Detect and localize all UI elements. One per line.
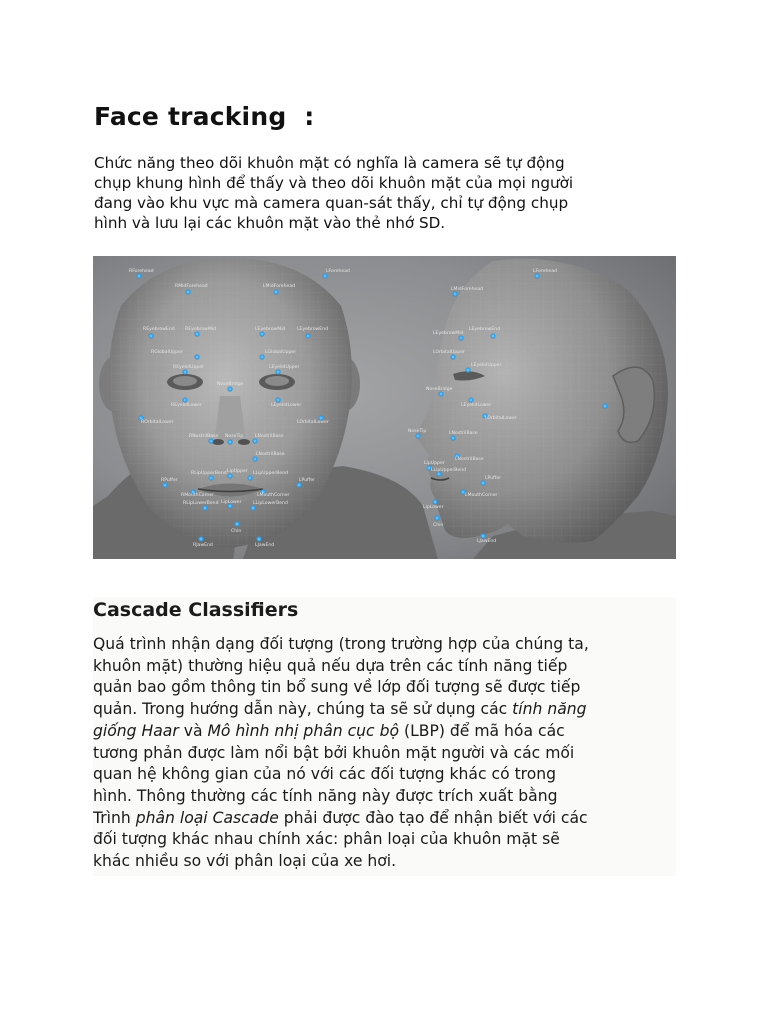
paragraph-text: Quá trình nhận dạng đối tượng (trong trường hợp của chúng ta, xyxy=(93,635,589,653)
svg-text:LMouthCorner: LMouthCorner xyxy=(465,493,498,498)
svg-text:Chin: Chin xyxy=(231,529,242,534)
svg-text:LJawEnd: LJawEnd xyxy=(477,539,497,544)
svg-text:LipUpper: LipUpper xyxy=(227,469,248,474)
intro-line: Chức năng theo dõi khuôn mặt có nghĩa là camera sẽ tự động xyxy=(94,154,565,172)
svg-text:NoseTip: NoseTip xyxy=(225,434,244,439)
svg-text:ROrbitalLower: ROrbitalLower xyxy=(141,420,174,425)
svg-text:Chin: Chin xyxy=(433,523,444,528)
intro-line: chụp khung hình để thấy và theo dõi khuôn mặt của mọi người xyxy=(94,174,574,192)
svg-text:RPuffer: RPuffer xyxy=(161,478,178,483)
paragraph-text: quản bao gồm thông tin bổ sung về lớp đối tượng sẽ được tiếp xyxy=(93,678,581,697)
section-paragraph xyxy=(93,634,676,873)
svg-text:LipUpper: LipUpper xyxy=(424,461,445,466)
svg-text:LNostrilBase: LNostrilBase xyxy=(449,431,478,436)
face-tracking-figure xyxy=(93,256,676,559)
paragraph-text: (LBP) để mã hóa các xyxy=(399,721,565,740)
paragraph-text: đối tượng khác nhau chính xác: phân loại của khuôn mặt sẽ xyxy=(93,830,560,849)
svg-text:LMidForehead: LMidForehead xyxy=(451,287,484,292)
paragraph-text: khuôn mặt) thường hiệu quả nếu dựa trên các tính năng tiếp xyxy=(93,656,568,675)
svg-text:LOrbitalLower: LOrbitalLower xyxy=(485,416,517,421)
paragraph-text: quan hệ không gian của nó với các đối tượng khác có trong xyxy=(93,765,557,784)
italic-term: Mô hình nhị phân cục bộ xyxy=(207,721,400,740)
paragraph-text: Trình xyxy=(93,808,136,827)
svg-text:LOrbitalUpper: LOrbitalUpper xyxy=(433,350,465,355)
svg-text:LNostrilBase: LNostrilBase xyxy=(455,457,484,462)
svg-text:RLipLowerBend: RLipLowerBend xyxy=(183,501,219,506)
svg-text:NoseBridge: NoseBridge xyxy=(426,387,453,392)
svg-text:REyelidLower: REyelidLower xyxy=(171,403,202,408)
svg-text:LNostrilBase: LNostrilBase xyxy=(256,452,285,457)
paragraph-text: quản. Trong hướng dẫn này, chúng ta sẽ sử dụng các xyxy=(93,700,513,719)
intro-line: hình và lưu lại các khuôn mặt vào thẻ nhớ SD. xyxy=(94,214,446,232)
svg-text:LEyelidLower: LEyelidLower xyxy=(271,403,302,408)
paragraph-text: phải được đào tạo để nhận biết với các xyxy=(278,808,588,827)
svg-text:LOrbitalLower: LOrbitalLower xyxy=(297,420,329,425)
paragraph-text: và xyxy=(178,721,208,740)
svg-text:RForehead: RForehead xyxy=(129,269,154,274)
italic-term: giống Haar xyxy=(93,721,179,740)
svg-text:RMouthCorner: RMouthCorner xyxy=(181,493,215,498)
paragraph-text: hình. Thông thường các tính năng này được trích xuất bằng xyxy=(93,786,558,805)
svg-text:REyelidUpper: REyelidUpper xyxy=(173,365,205,370)
svg-text:LEyebrowMid: LEyebrowMid xyxy=(433,331,464,336)
svg-text:LipLower: LipLower xyxy=(221,500,242,505)
svg-text:LEyelidUpper: LEyelidUpper xyxy=(471,363,502,368)
svg-text:NoseTip: NoseTip xyxy=(408,429,427,434)
svg-text:RLipUpperBend: RLipUpperBend xyxy=(191,471,227,476)
paragraph-text: khác nhiều so với phân loại của xe hơi. xyxy=(93,852,397,871)
svg-text:LNostrilBase: LNostrilBase xyxy=(255,434,284,439)
svg-text:RGlobalUpper: RGlobalUpper xyxy=(151,350,183,355)
svg-text:LLipUpperBend: LLipUpperBend xyxy=(431,468,467,473)
page-title: Face tracking : xyxy=(94,102,315,131)
face-landmarks-illustration xyxy=(93,256,676,559)
svg-text:LipLower: LipLower xyxy=(423,505,444,510)
paragraph-text: tương phản được làm nổi bật bởi khuôn mặt người và các mối xyxy=(93,743,575,762)
svg-text:LForehead: LForehead xyxy=(533,269,557,274)
svg-text:LJawEnd: LJawEnd xyxy=(255,543,275,548)
intro-paragraph xyxy=(94,153,694,233)
svg-text:RJawEnd: RJawEnd xyxy=(193,543,213,548)
svg-text:RMidForehead: RMidForehead xyxy=(175,284,208,289)
svg-text:REyebrowEnd: REyebrowEnd xyxy=(143,327,175,332)
svg-text:NoseBridge: NoseBridge xyxy=(217,382,244,387)
svg-text:RNostrilBase: RNostrilBase xyxy=(189,434,219,439)
svg-text:LEyebrowEnd: LEyebrowEnd xyxy=(297,327,329,332)
svg-text:LPuffer: LPuffer xyxy=(485,476,502,481)
svg-text:LForehead: LForehead xyxy=(326,269,350,274)
svg-text:LMouthCorner: LMouthCorner xyxy=(257,493,290,498)
svg-text:LEyelidLower: LEyelidLower xyxy=(461,403,492,408)
svg-text:REyebrowMid: REyebrowMid xyxy=(185,327,217,332)
svg-text:LMidForehead: LMidForehead xyxy=(263,284,296,289)
svg-text:LLipUpperBend: LLipUpperBend xyxy=(253,471,289,476)
svg-text:LPuffer: LPuffer xyxy=(299,478,316,483)
svg-text:LEyebrowEnd: LEyebrowEnd xyxy=(469,327,501,332)
side-head xyxy=(416,259,676,559)
cascade-classifiers-section xyxy=(93,597,676,876)
svg-text:LEyebrowMid: LEyebrowMid xyxy=(255,327,286,332)
svg-text:LLipLowerBend: LLipLowerBend xyxy=(253,501,288,506)
svg-text:LGlobalUpper: LGlobalUpper xyxy=(265,350,297,355)
svg-text:LEyelidUpper: LEyelidUpper xyxy=(269,365,300,370)
italic-term: phân loại Cascade xyxy=(135,808,279,827)
section-heading: Cascade Classifiers xyxy=(93,599,299,621)
italic-term: tính năng xyxy=(512,700,587,719)
intro-line: đang vào khu vực mà camera quan-sát thấy, chỉ tự động chụp xyxy=(94,194,569,212)
